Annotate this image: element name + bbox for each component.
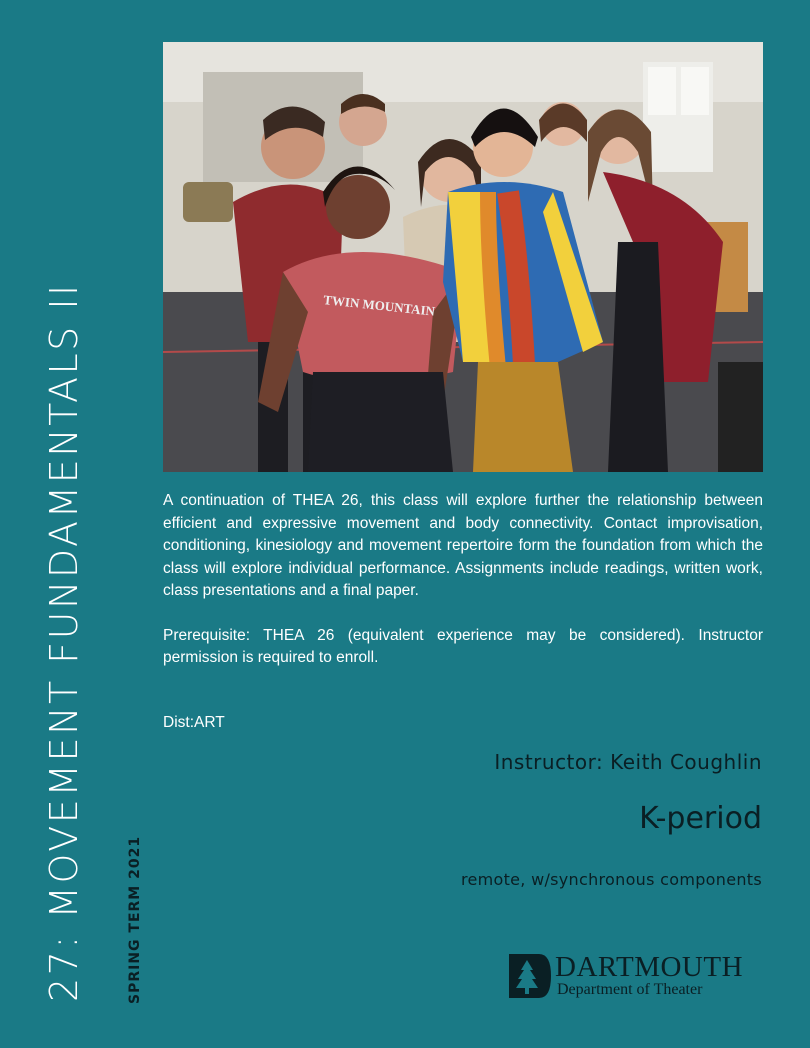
distribution-label: Dist:ART	[163, 714, 225, 731]
logo-name: DARTMOUTH	[555, 951, 744, 983]
term-label: SPRING TERM 2021	[127, 835, 143, 1004]
prerequisite-paragraph: Prerequisite: THEA 26 (equivalent experience may be considered). Instructor permission is required to enroll.	[163, 626, 763, 666]
logo-department: Department of Theater	[557, 981, 703, 998]
instructor-label: Instructor: Keith Coughlin	[494, 750, 762, 774]
period-label: K-period	[639, 801, 762, 836]
course-description	[163, 490, 763, 692]
shirt-print: TWIN MOUNTAIN	[322, 292, 436, 319]
description-paragraph: A continuation of THEA 26, this class will explore further the relationship between efficient and expressive movement and body connectivity. Contact improvisation, conditioning, kinesiology and movement repertoire form the foundation from which the class will explore individual performance. Assignments include readings, written work, class presentations and a final paper.	[163, 492, 763, 599]
course-title: 27: MOVEMENT FUNDAMENTALS II	[42, 282, 86, 1002]
dartmouth-logo	[505, 952, 765, 1002]
pine-tree-icon	[505, 952, 551, 1000]
class-photo	[163, 42, 763, 472]
modality-label: remote, w/synchronous components	[460, 870, 762, 889]
